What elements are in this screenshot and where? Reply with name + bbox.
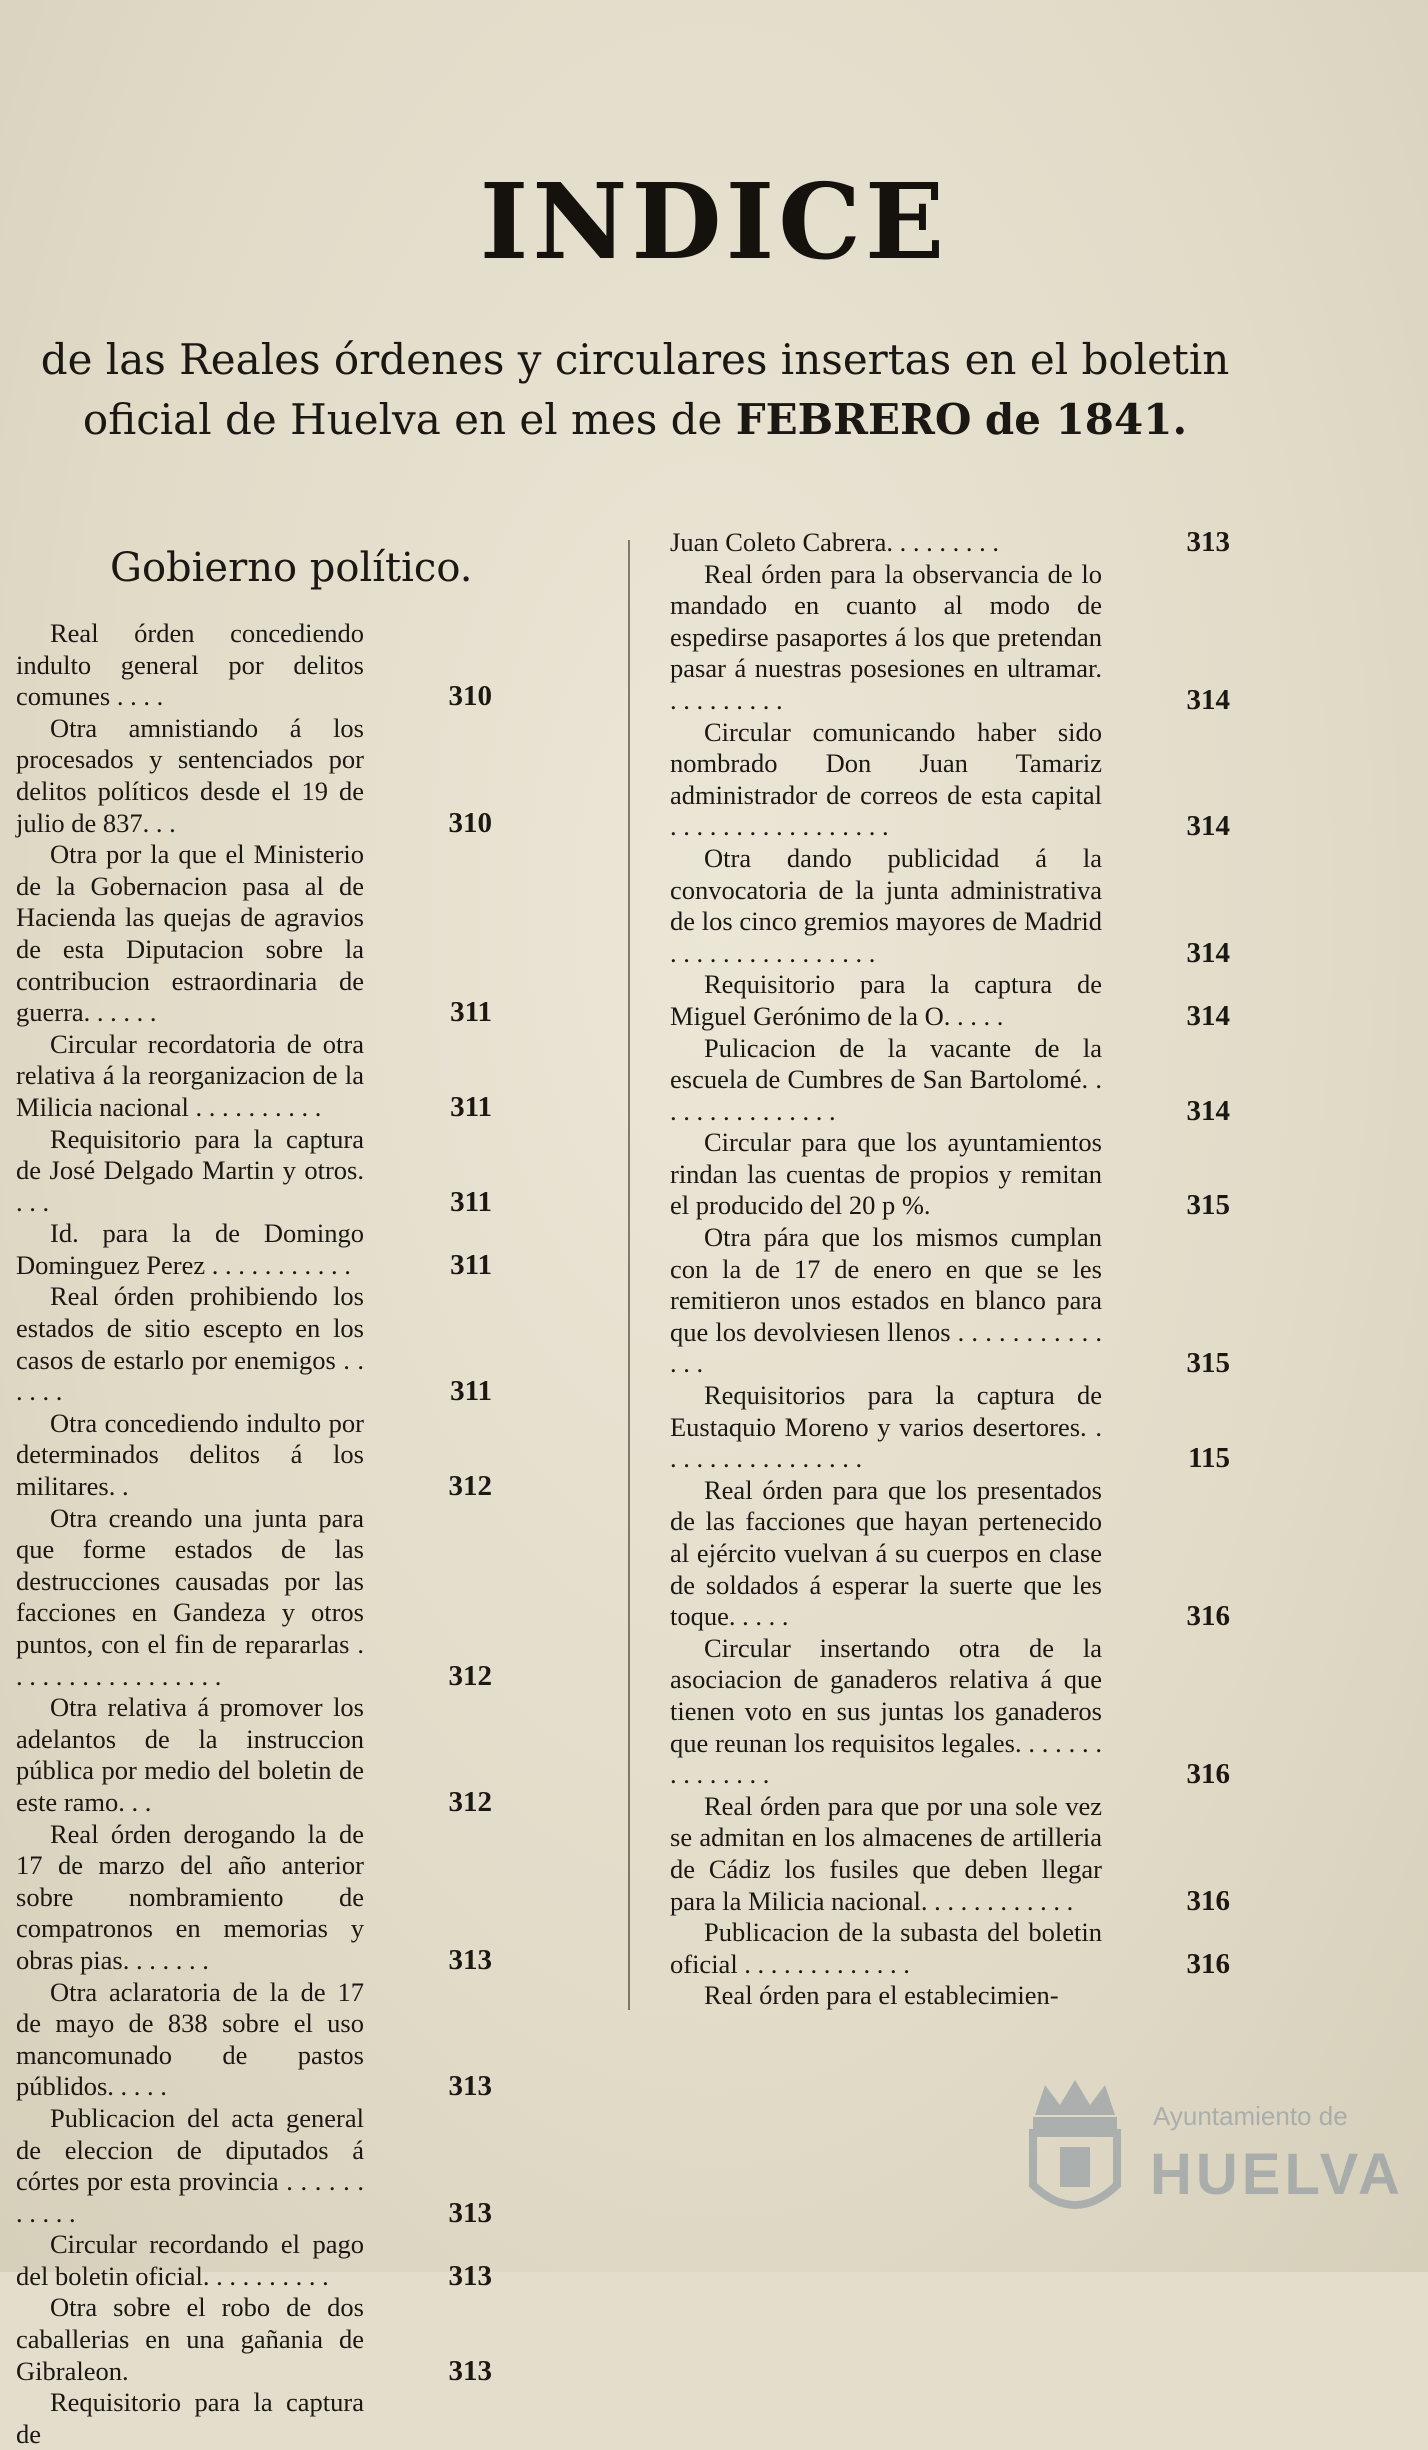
entry-page-number: 312 [448, 1659, 492, 1692]
entry-page-number: 316 [1186, 1947, 1230, 1980]
index-entry [670, 1791, 1230, 1917]
entry-page-number: 310 [448, 680, 492, 713]
index-entry [16, 2229, 492, 2292]
index-entry [16, 713, 492, 839]
entry-text: Otra concediendo indulto por determinados delitos á los militares. . [16, 1407, 364, 1502]
entry-page-number: 313 [448, 2196, 492, 2229]
entry-text: Id. para la de Domingo Dominguez Perez . . . . . . . . . . . [16, 1218, 364, 1280]
index-entry [16, 2103, 492, 2229]
huelva-crest-icon [1015, 2075, 1135, 2225]
index-entry [670, 1917, 1230, 1980]
index-entry [670, 1633, 1230, 1791]
index-entry [16, 1977, 492, 2103]
index-entry [16, 1124, 492, 1219]
entry-text: Circular recordatoria de otra relativa á la reorganizacion de la Milicia nacional . . . . . . . . . . [16, 1028, 364, 1122]
entry-text: Requisitorios para la captura de Eustaquio Moreno y varios desertores. . . . . . . . . . . . . . . . . [670, 1380, 1102, 1474]
entry-page-number: 313 [448, 2259, 492, 2292]
index-entry [16, 2387, 492, 2450]
index-entry [670, 1222, 1230, 1380]
entry-text: Pulicacion de la vacante de la escuela de Cumbres de San Bartolomé. . . . . . . . . . . . . . . [670, 1032, 1102, 1126]
entry-text: Otra amnistiando á los procesados y sentenciados por delitos políticos desde el 19 de julio de 837. . . [16, 712, 364, 838]
index-entry [16, 2292, 492, 2387]
entry-page-number: 316 [1186, 1758, 1230, 1791]
index-entry [16, 618, 492, 713]
index-entry [16, 1029, 492, 1124]
entry-page-number: 311 [450, 1248, 492, 1281]
entry-page-number: 311 [450, 996, 492, 1029]
subtitle-year: de 1841. [984, 395, 1188, 444]
watermark-line2: HUELVA [1150, 2142, 1404, 2207]
subtitle-text: de las Reales órdenes y circulares insertas en el boletin oficial de Huelva en el mes de [40, 335, 1230, 444]
entry-text: Real órden para que por una sole vez se admitan en los almacenes de artilleria de Cádiz los fusiles que deben llegar para la Milicia nacional. . . . . . . . . . . . [670, 1790, 1102, 1916]
entry-text: Real órden prohibiendo los estados de sitio escepto en los casos de estarlo por enemigos . . . . . . [16, 1281, 364, 1407]
index-entry [16, 1692, 492, 1818]
index-entry [670, 843, 1230, 969]
index-entry [16, 1408, 492, 1503]
entry-text: Otra sobre el robo de dos caballerias en una gañania de Gibraleon. [16, 2292, 364, 2386]
index-entry [670, 1033, 1230, 1128]
index-entry [16, 1218, 492, 1281]
entry-text: Circular insertando otra de la asociacion de ganaderos relativa á que tienen voto en sus juntas los ganaderos que reunan los requisitos legales. . . . . . . . . . . . . . . [670, 1632, 1102, 1790]
entry-page-number: 311 [450, 1185, 492, 1218]
entry-text: Circular comunicando haber sido nombrado Don Juan Tamariz administrador de correos de esta capital . . . . . . . . . . . . . . . . . [670, 716, 1102, 842]
entry-page-number: 311 [450, 1375, 492, 1408]
entry-text: Circular para que los ayuntamientos rindan las cuentas de propios y remitan el producido del 20 p %. [670, 1127, 1102, 1221]
entry-page-number: 311 [450, 1090, 492, 1123]
entry-text: Publicacion del acta general de eleccion de diputados á córtes por esta provincia . . . . . . . . . . . [16, 2102, 364, 2228]
index-entry [670, 1380, 1230, 1475]
index-entry [670, 1475, 1230, 1633]
entry-text: Real órden para el establecimien- [704, 1980, 1059, 2011]
entry-page-number: 314 [1186, 999, 1230, 1032]
entry-text: Real órden derogando la de 17 de marzo del año anterior sobre nombramiento de compatronos en memorias y obras pias. . . . . . . [16, 1818, 364, 1975]
index-entry [670, 527, 1230, 559]
entry-text: Circular recordando el pago del boletin oficial. . . . . . . . . . [16, 2229, 364, 2291]
entry-text: Otra aclaratoria de la de 17 de mayo de 838 sobre el uso mancomunado de pastos públidos. . . . . [16, 1976, 364, 2102]
entry-text: Otra dando publicidad á la convocatoria de la junta administrativa de los cinco gremios mayores de Madrid . . . . . . . . . . . . . . . . [670, 842, 1102, 968]
document-title: INDICE [479, 160, 949, 283]
entry-page-number: 310 [448, 806, 492, 839]
index-entry [670, 717, 1230, 843]
entry-page-number: 312 [448, 1470, 492, 1503]
huelva-watermark [1015, 2075, 1404, 2225]
index-entry [670, 559, 1230, 717]
entry-text: Otra por la que el Ministerio de la Gobernacion pasa al de Hacienda las quejas de agravios de esta Diputacion sobre la contribucion estraordinaria de guerra. . . . . . [16, 839, 364, 1028]
section-title: Gobierno político. [110, 545, 473, 591]
left-column [16, 618, 492, 2450]
entry-text: Otra creando una junta para que forme estados de las destrucciones causadas por las facciones en Gandeza y otros puntos, con el fin de repararlas . . . . . . . . . . . . . . . . . [16, 1502, 364, 1691]
entry-page-number: 313 [1186, 526, 1230, 558]
entry-page-number: 314 [1186, 1094, 1230, 1127]
entry-page-number: 313 [448, 2070, 492, 2103]
column-divider [628, 540, 630, 2010]
entry-text: Otra pára que los mismos cumplan con la de 17 de enero en que se les remitieron unos estados en blanco para que los devolviesen llenos . . . . . . . . . . . . . . [670, 1222, 1102, 1379]
entry-text: Real órden para que los presentados de las facciones que hayan pertenecido al ejército vuelvan á su cuerpos en clase de soldados á esperar la suerte que les toque. . . . . [670, 1474, 1102, 1632]
entry-page-number: 316 [1186, 1884, 1230, 1917]
entry-page-number: 115 [1188, 1442, 1230, 1475]
entry-page-number: 315 [1186, 1189, 1230, 1222]
entry-page-number: 312 [448, 1785, 492, 1818]
index-entry [16, 1503, 492, 1693]
index-entry [670, 969, 1230, 1032]
index-entry [670, 1980, 1230, 2012]
index-entry [16, 1281, 492, 1407]
entry-page-number: 315 [1186, 1347, 1230, 1380]
entry-text: Requisitorio para la captura de Miguel Gerónimo de la O. . . . . [670, 969, 1102, 1031]
entry-text: Real órden concediendo indulto general por delitos comunes . . . . [16, 618, 364, 712]
entry-page-number: 313 [448, 1943, 492, 1976]
index-entry [16, 839, 492, 1029]
subtitle-month: FEBRERO [735, 395, 972, 444]
entry-text: Juan Coleto Cabrera. . . . . . . . . [670, 527, 999, 557]
entry-page-number: 314 [1186, 810, 1230, 843]
entry-text: Publicacion de la subasta del boletin oficial . . . . . . . . . . . . . [670, 1917, 1102, 1979]
index-entry [16, 1819, 492, 1977]
entry-text: Otra relativa á promover los adelantos de la instruccion pública por medio del boletin de este ramo. . . [16, 1692, 364, 1817]
entry-text: Requisitorio para la captura de [16, 2387, 364, 2449]
entry-text: Requisitorio para la captura de José Delgado Martin y otros. . . . [16, 1123, 364, 1217]
entry-page-number: 316 [1186, 1600, 1230, 1633]
index-entry [670, 1127, 1230, 1222]
watermark-line1: Ayuntamiento de [1153, 2101, 1348, 2131]
document-subtitle [10, 330, 1260, 450]
entry-page-number: 313 [448, 2354, 492, 2387]
entry-text: Real órden para la observancia de lo mandado en cuanto al modo de espedirse pasaportes á los que pretendan pasar á nuestras posesiones en ultramar. . . . . . . . . . [670, 558, 1102, 715]
entry-page-number: 314 [1186, 936, 1230, 969]
right-column [670, 527, 1230, 2012]
entry-page-number: 314 [1186, 683, 1230, 716]
